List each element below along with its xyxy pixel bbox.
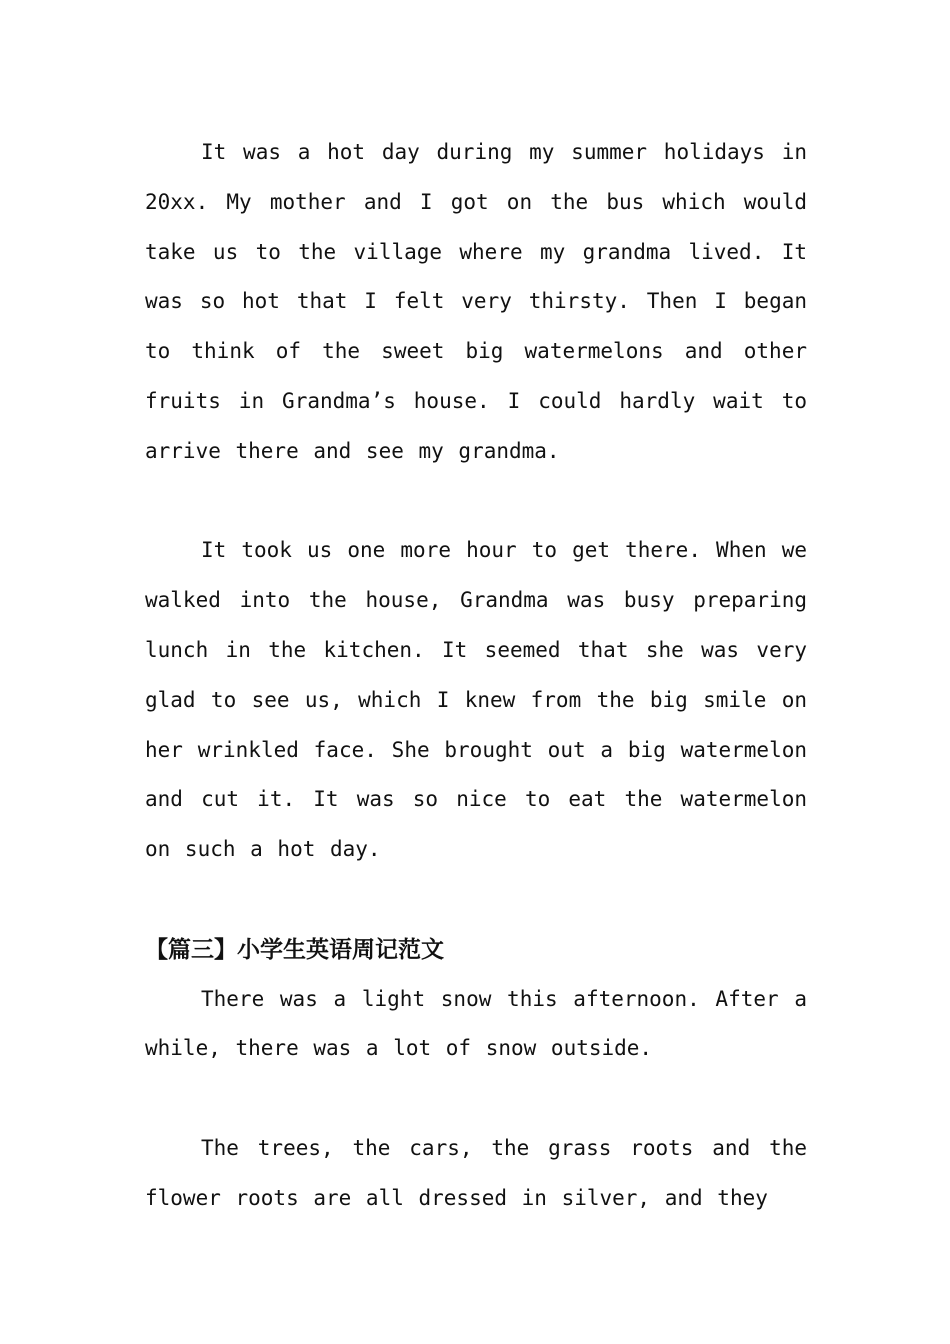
paragraph-dressed-in-silver: The trees, the cars, the grass roots and the flower roots are all dressed in silver, and they bbox=[145, 1135, 807, 1210]
document-page bbox=[145, 128, 807, 1224]
section-heading: 【篇三】小学生英语周记范文 bbox=[145, 935, 444, 963]
paragraph-grandma-house: It took us one more hour to get there. When we walked into the house, Grandma was busy preparing lunch in the kitchen. It seemed that she was very glad to see us, which I knew from the big smile on her wrinkled face. She brought out a big watermelon and cut it. It was so nice to eat the watermelon on such a hot day. bbox=[145, 538, 807, 862]
paragraph-light-snow: There was a light snow this afternoon. After a while, there was a lot of snow outside. bbox=[145, 986, 807, 1061]
paragraph-summer-trip: It was a hot day during my summer holidays in 20xx. My mother and I got on the bus which would take us to the village where my grandma lived. It was so hot that I felt very thirsty. Then I began to think of the sweet big watermelons and other fruits in Grandma’s house. I could hardly wait to arrive there and see my grandma. bbox=[145, 140, 807, 463]
